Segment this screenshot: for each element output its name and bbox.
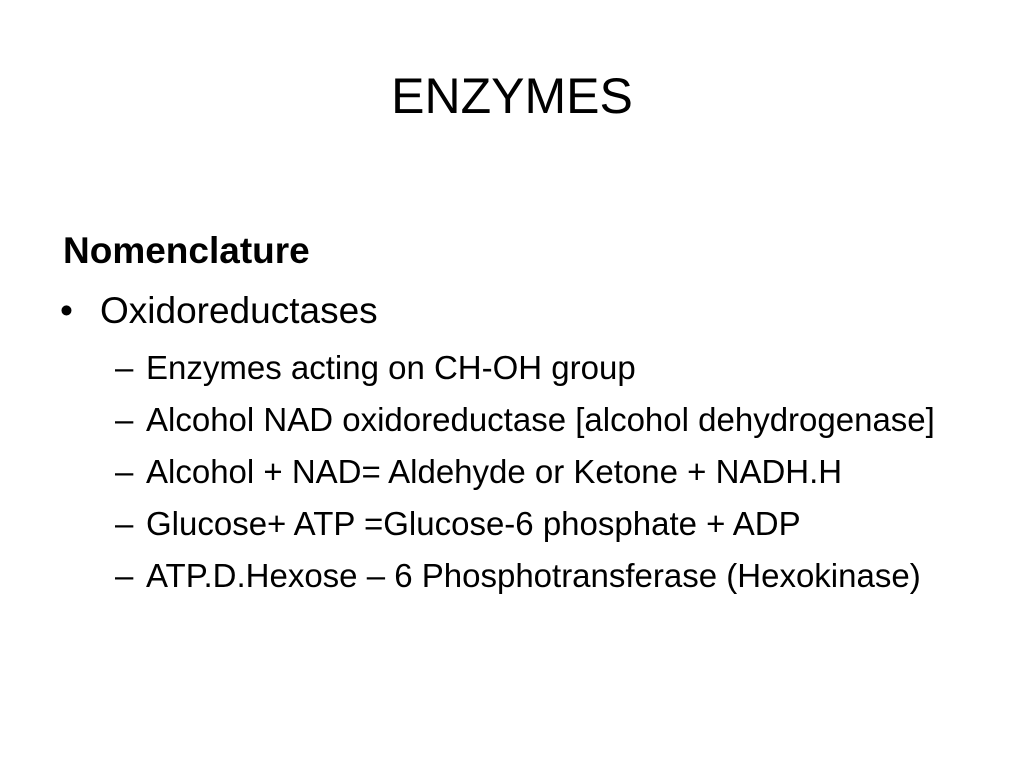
dash-marker: – <box>115 401 134 438</box>
dash-marker: – <box>115 453 134 490</box>
slide-title: ENZYMES <box>391 68 633 124</box>
bullet-text: Oxidoreductases <box>100 290 378 331</box>
sub-bullet-item <box>115 502 995 546</box>
sub-bullet-text: Enzymes acting on CH-OH group <box>146 349 636 386</box>
sub-bullet-text: Glucose+ ATP =Glucose-6 phosphate + ADP <box>146 505 801 542</box>
bullet-item <box>60 288 378 334</box>
sub-bullet-item <box>115 398 995 442</box>
section-heading: Nomenclature <box>63 230 310 271</box>
sub-bullet-list <box>115 346 995 606</box>
dash-marker: – <box>115 557 134 594</box>
sub-bullet-text: ATP.D.Hexose – 6 Phosphotransferase (Hexokinase) <box>146 557 921 594</box>
sub-bullet-item <box>115 346 995 390</box>
dash-marker: – <box>115 349 134 386</box>
sub-bullet-item <box>115 554 995 598</box>
dash-marker: – <box>115 505 134 542</box>
sub-bullet-text: Alcohol + NAD= Aldehyde or Ketone + NADH.H <box>146 453 843 490</box>
sub-bullet-item <box>115 450 995 494</box>
bullet-marker: • <box>60 290 73 331</box>
sub-bullet-text: Alcohol NAD oxidoreductase [alcohol dehydrogenase] <box>146 401 935 438</box>
